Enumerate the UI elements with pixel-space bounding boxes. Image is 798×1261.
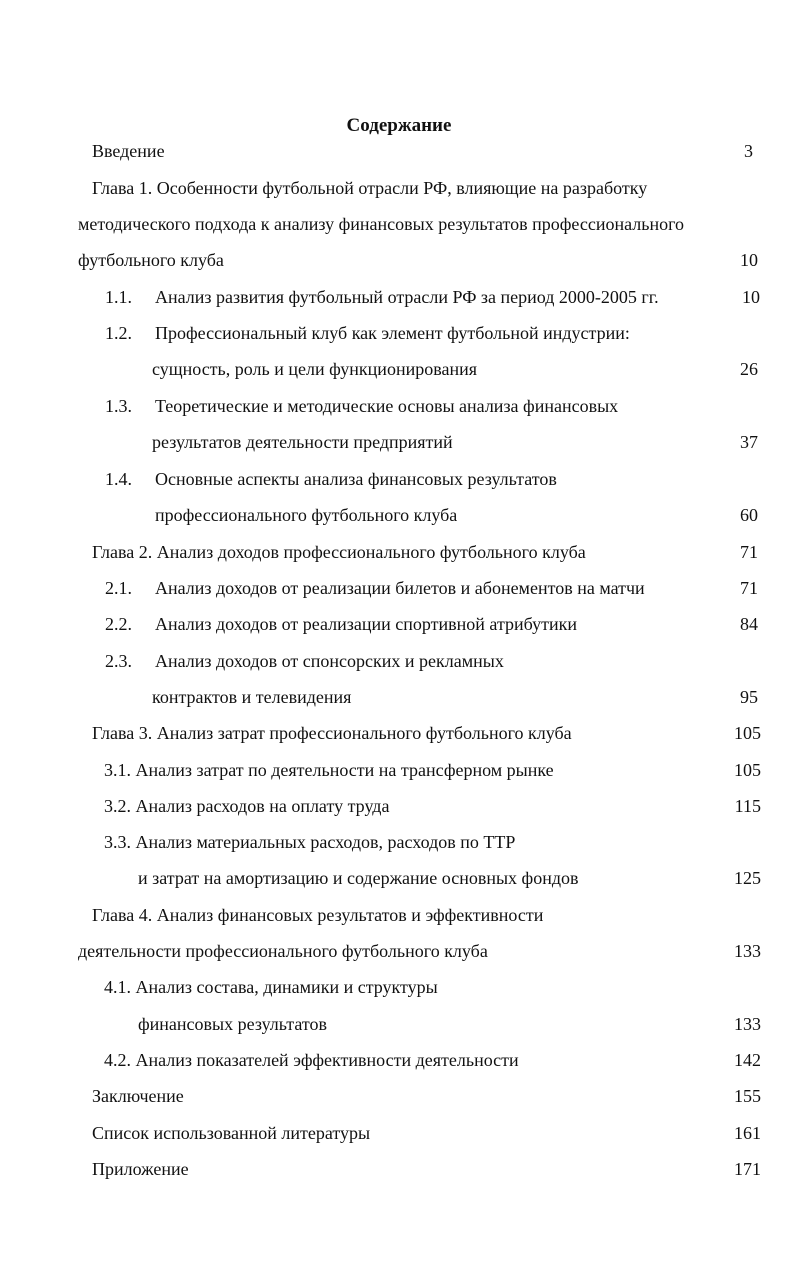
- toc-page-number: 105: [734, 760, 761, 780]
- toc-section-3-3-line-2: и затрат на амортизацию и содержание основных фондов: [138, 868, 579, 888]
- toc-section-2-3-line-2: контрактов и телевидения: [152, 687, 352, 707]
- toc-page-number: 71: [740, 542, 758, 562]
- toc-page-number: 60: [740, 505, 758, 525]
- toc-section-number: 2.3.: [105, 651, 132, 671]
- toc-section-4-2: 4.2. Анализ показателей эффективности деятельности: [104, 1050, 519, 1070]
- toc-entry-appendix: Приложение: [92, 1159, 189, 1179]
- toc-section-number: 1.2.: [105, 323, 132, 343]
- toc-entry-intro: Введение: [92, 141, 165, 161]
- toc-page-number: 142: [734, 1050, 761, 1070]
- toc-section-4-1-line-2: финансовых результатов: [138, 1014, 328, 1034]
- toc-section-3-2: 3.2. Анализ расходов на оплату труда: [104, 796, 390, 816]
- toc-chapter-1-line-2: методического подхода к анализу финансовых результатов профессионального: [78, 214, 685, 234]
- toc-section-1-4-line-1: Основные аспекты анализа финансовых результатов: [155, 469, 557, 489]
- toc-section-3-3-line-1: 3.3. Анализ материальных расходов, расходов по ТТР: [104, 832, 516, 852]
- toc-section-number: 2.1.: [105, 578, 132, 598]
- toc-section-2-2: Анализ доходов от реализации спортивной атрибутики: [155, 614, 578, 634]
- toc-section-1-2-line-1: Профессиональный клуб как элемент футбольной индустрии:: [155, 323, 630, 343]
- toc-page-number: 10: [740, 250, 758, 270]
- toc-page-number: 84: [740, 614, 758, 634]
- toc-entry-conclusion: Заключение: [92, 1086, 184, 1106]
- toc-entry-references: Список использованной литературы: [92, 1123, 371, 1143]
- toc-page-number: 105: [734, 723, 761, 743]
- toc-page-number: 171: [734, 1159, 761, 1179]
- toc-chapter-4-line-1: Глава 4. Анализ финансовых результатов и эффективности: [92, 905, 544, 925]
- toc-section-1-4-line-2: профессионального футбольного клуба: [155, 505, 458, 525]
- toc-section-number: 1.4.: [105, 469, 132, 489]
- toc-chapter-1-line-3: футбольного клуба: [78, 250, 224, 270]
- toc-page-number: 155: [734, 1086, 761, 1106]
- toc-section-1-1: Анализ развития футбольный отрасли РФ за период 2000-2005 гг.: [155, 287, 659, 307]
- toc-chapter-1-line-1: Глава 1. Особенности футбольной отрасли РФ, влияющие на разработку: [92, 178, 648, 198]
- toc-page-number: 95: [740, 687, 758, 707]
- toc-page-number: 71: [740, 578, 758, 598]
- toc-chapter-4-line-2: деятельности профессионального футбольного клуба: [78, 941, 488, 961]
- toc-section-number: 1.3.: [105, 396, 132, 416]
- toc-section-1-3-line-1: Теоретические и методические основы анализа финансовых: [155, 396, 619, 416]
- toc-section-1-3-line-2: результатов деятельности предприятий: [152, 432, 453, 452]
- toc-page-number: 37: [740, 432, 758, 452]
- toc-section-2-3-line-1: Анализ доходов от спонсорских и рекламных: [155, 651, 504, 671]
- toc-page-number: 3: [744, 141, 753, 161]
- toc-page-number: 161: [734, 1123, 761, 1143]
- toc-section-4-1-line-1: 4.1. Анализ состава, динамики и структуры: [104, 977, 438, 997]
- toc-page-number: 133: [734, 941, 761, 961]
- toc-section-number: 2.2.: [105, 614, 132, 634]
- toc-section-number: 1.1.: [105, 287, 132, 307]
- toc-chapter-2: Глава 2. Анализ доходов профессионального футбольного клуба: [92, 542, 586, 562]
- toc-page-number: 133: [734, 1014, 761, 1034]
- page-title: Содержание: [346, 115, 452, 136]
- toc-page-number: 115: [734, 796, 761, 816]
- toc-section-1-2-line-2: сущность, роль и цели функционирования: [152, 359, 478, 379]
- toc-section-3-1: 3.1. Анализ затрат по деятельности на трансферном рынке: [104, 760, 554, 780]
- toc-page-number: 125: [734, 868, 761, 888]
- toc-section-2-1: Анализ доходов от реализации билетов и абонементов на матчи: [155, 578, 645, 598]
- toc-page-number: 26: [740, 359, 758, 379]
- toc-page-number: 10: [742, 287, 760, 307]
- toc-chapter-3: Глава 3. Анализ затрат профессионального футбольного клуба: [92, 723, 572, 743]
